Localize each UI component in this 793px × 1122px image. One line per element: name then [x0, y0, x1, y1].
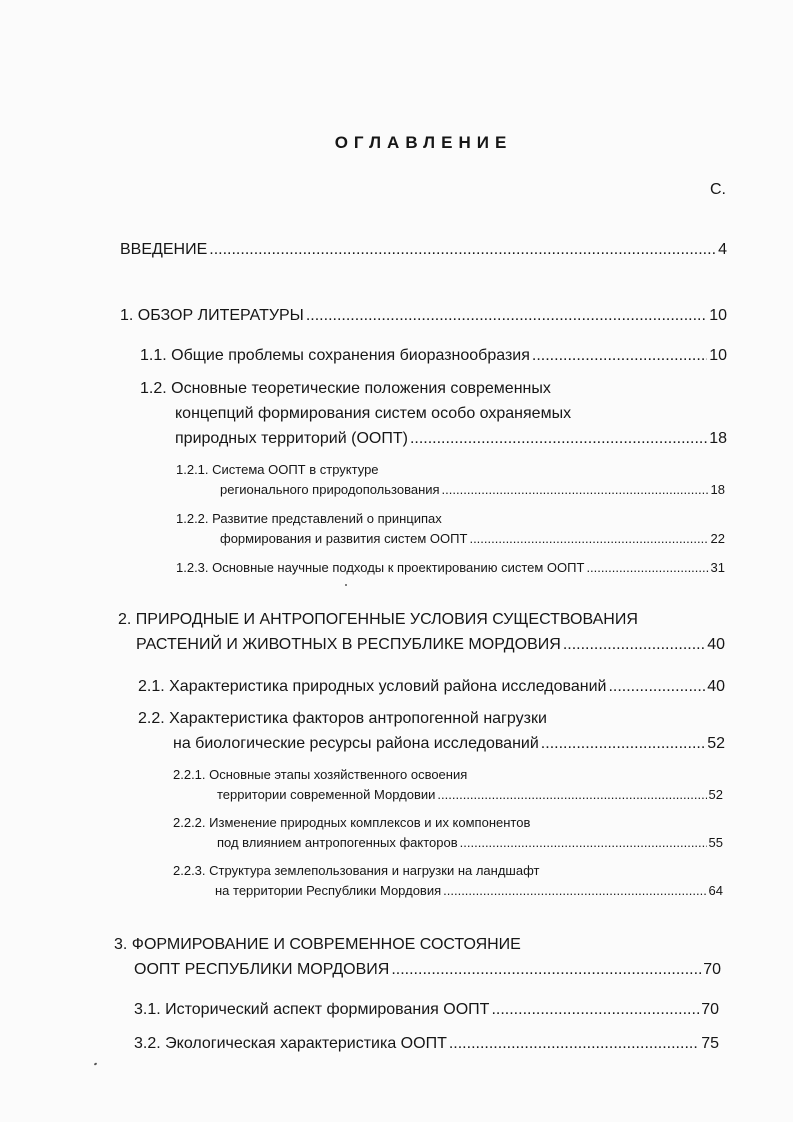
- entry-page-number: 55: [708, 835, 723, 850]
- entry-page-number: 10: [709, 307, 727, 324]
- toc-entry-1-2-2[interactable]: [176, 512, 725, 545]
- entry-page-number: 31: [710, 560, 725, 575]
- entry-page-number: 64: [708, 883, 723, 898]
- leader-dots: [209, 242, 716, 258]
- entry-text: ВВЕДЕНИЕ: [120, 241, 208, 258]
- leader-dots: [460, 836, 707, 849]
- entry-text: на территории Республики Мордовия: [215, 883, 442, 898]
- toc-entry-2-2[interactable]: [138, 711, 725, 752]
- entry-text: 2.2.1. Основные этапы хозяйственного освоения: [173, 767, 468, 782]
- leader-dots: [437, 788, 706, 801]
- entry-page-number: 22: [710, 531, 725, 546]
- entry-text: 1.2. Основные теоретические положения современных: [140, 380, 551, 397]
- entry-text: 1.2.2. Развитие представлений о принципах: [176, 511, 442, 526]
- entry-page-number: 10: [709, 347, 727, 364]
- leader-dots: [563, 637, 705, 653]
- toc-entry-3-1[interactable]: [134, 1002, 719, 1018]
- entry-text: под влиянием антропогенных факторов: [217, 835, 458, 850]
- leader-dots: [449, 1036, 699, 1052]
- toc-entry-2-2-1[interactable]: [173, 768, 723, 801]
- entry-text: природных территорий (ООПТ): [175, 430, 408, 447]
- toc-entry-1-2[interactable]: [140, 381, 727, 447]
- toc-title: ОГЛАВЛЕНИЕ: [334, 133, 513, 152]
- toc-entry-3-2[interactable]: [134, 1036, 719, 1052]
- entry-text: РАСТЕНИЙ И ЖИВОТНЫХ В РЕСПУБЛИКЕ МОРДОВИЯ: [136, 636, 561, 653]
- entry-text: 3.2. Экологическая характеристика ООПТ: [134, 1035, 447, 1052]
- leader-dots: [391, 962, 701, 978]
- toc-entry-2-1[interactable]: [138, 679, 725, 695]
- leader-dots: [306, 308, 707, 324]
- entry-text: ООПТ РЕСПУБЛИКИ МОРДОВИЯ: [134, 961, 390, 978]
- toc-entry-1-2-3[interactable]: [176, 561, 725, 574]
- leader-dots: [541, 736, 705, 752]
- entry-text: регионального природопользования: [220, 482, 440, 497]
- entry-page-number: 75: [701, 1035, 719, 1052]
- entry-page-number: 18: [710, 482, 725, 497]
- entry-page-number: 70: [703, 961, 721, 978]
- scan-speck: [345, 584, 347, 586]
- entry-text: на биологические ресурсы района исследований: [173, 735, 539, 752]
- entry-page-number: 70: [701, 1001, 719, 1018]
- leader-dots: [443, 884, 706, 897]
- entry-text: формирования и развития систем ООПТ: [220, 531, 468, 546]
- entry-text: 2.2. Характеристика факторов антропогенной нагрузки: [138, 710, 547, 727]
- entry-page-number: 40: [707, 678, 725, 695]
- entry-page-number: 52: [708, 787, 723, 802]
- toc-entry-chapter-1[interactable]: [120, 308, 727, 324]
- scan-speck: [94, 1062, 98, 1065]
- toc-entry-introduction[interactable]: [120, 242, 727, 258]
- entry-text: 1.1. Общие проблемы сохранения биоразнообразия: [140, 347, 530, 364]
- leader-dots: [532, 348, 707, 364]
- entry-text: 2.2.3. Структура землепользования и нагрузки на ландшафт: [173, 863, 540, 878]
- toc-entry-chapter-2[interactable]: [118, 612, 725, 653]
- page-column-label: С.: [710, 181, 726, 198]
- entry-text: 2.2.2. Изменение природных комплексов и их компонентов: [173, 815, 531, 830]
- entry-text: 1.2.1. Система ООПТ в структуре: [176, 462, 379, 477]
- entry-page-number: 40: [707, 636, 725, 653]
- toc-entry-chapter-3[interactable]: [114, 937, 721, 978]
- leader-dots: [491, 1002, 699, 1018]
- entry-page-number: 18: [709, 430, 727, 447]
- leader-dots: [608, 679, 705, 695]
- entry-text: 2.1. Характеристика природных условий района исследований: [138, 678, 607, 695]
- toc-entry-2-2-3[interactable]: [173, 864, 723, 897]
- toc-entry-1-2-1[interactable]: [176, 463, 725, 496]
- toc-entry-1-1[interactable]: [140, 348, 727, 364]
- entry-text: 1.2.3. Основные научные подходы к проектированию систем ООПТ: [176, 560, 585, 575]
- entry-text: 3.1. Исторический аспект формирования ООПТ: [134, 1001, 490, 1018]
- entry-page-number: 4: [718, 241, 727, 258]
- leader-dots: [442, 483, 709, 496]
- leader-dots: [469, 532, 708, 545]
- entry-text: 1. ОБЗОР ЛИТЕРАТУРЫ: [120, 307, 304, 324]
- entry-page-number: 52: [707, 735, 725, 752]
- entry-text: концепций формирования систем особо охраняемых: [175, 405, 572, 422]
- toc-entry-2-2-2[interactable]: [173, 816, 723, 849]
- entry-text: 3. ФОРМИРОВАНИЕ И СОВРЕМЕННОЕ СОСТОЯНИЕ: [114, 936, 521, 953]
- entry-text: территории современной Мордовии: [217, 787, 436, 802]
- entry-text: 2. ПРИРОДНЫЕ И АНТРОПОГЕННЫЕ УСЛОВИЯ СУЩЕСТВОВАНИЯ: [118, 611, 638, 628]
- leader-dots: [410, 431, 707, 447]
- leader-dots: [586, 561, 708, 574]
